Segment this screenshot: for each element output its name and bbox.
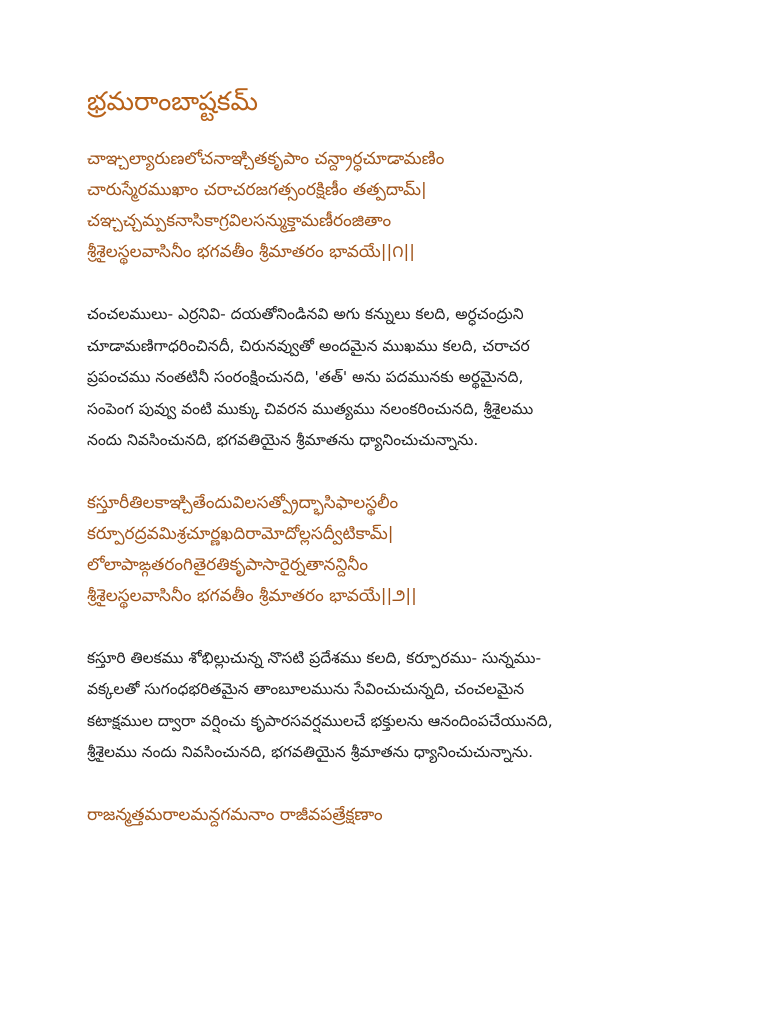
verse-2	[87, 488, 687, 612]
meaning-line: శ్రీశైలము నందు నివసించునది, భగవతియైన శ్రీమాతను ధ్యానించుచున్నాను.	[87, 743, 534, 761]
meaning-1	[87, 299, 687, 457]
meaning-line: చంచలములు- ఎర్రనివి- దయతోనిండినవి అగు కన్నులు కలది, అర్ధచంద్రుని	[87, 305, 524, 323]
verse-line: కస్తూరీతిలకాఞ్చితేందువిలసత్ప్రోద్భాసిఫాలస్థలీం	[87, 492, 399, 513]
verse-3	[87, 800, 687, 831]
meaning-line: నందు నివసించునది, భగవతియైన శ్రీమాతను ధ్యానించుచున్నాను.	[87, 431, 479, 449]
verse-line: శ్రీశైలస్థలవాసినీం భగవతీం శ్రీమాతరం భావయే||౧||	[87, 242, 415, 262]
verse-line: చఞ్చచ్చమ్పకనాసికాగ్రవిలసన్ముక్తామణీరంజితాం	[87, 211, 392, 231]
meaning-line: ప్రపంచము నంతటినీ సంరంక్షించునది, 'తత్' అను పదమునకు అర్థమైనది,	[87, 368, 524, 386]
verse-line: రాజన్మత్తమరాలమన్దగమనాం రాజీవపత్రేక్షణాం	[87, 804, 383, 825]
verse-line: చాఞ్చల్యారుణలోచనాఞ్చితకృపాం చన్ద్రార్ధచూడామణిం	[87, 149, 445, 169]
verse-line: చారుస్మేరముఖాం చరాచరజగత్సంరక్షిణీం తత్పదామ్|	[87, 180, 427, 200]
meaning-line: కస్తూరి తిలకము శోభిల్లుచున్న నొసటి ప్రదేశము కలది, కర్పూరము- సున్నము-	[87, 648, 542, 667]
meaning-line: చూడామణిగాధరించినదీ, చిరునవ్వుతో అందమైన ముఖము కలది, చరాచర	[87, 336, 530, 355]
page-title: భ్రమరాంబాష్టకమ్	[87, 87, 258, 117]
verse-line: లోలాపాఙ్గతరంగితైరతికృపాసారైర్నతానన్దినీం	[87, 554, 368, 575]
meaning-line: వక్కలతో సుగంధభరితమైన తాంబూలమును సేవించుచున్నది, చంచలమైన	[87, 680, 525, 698]
verse-line: కర్పూరద్రవమిశ్రచూర్ణఖదిరామోదోల్లసద్వీటికామ్|	[87, 523, 394, 544]
meaning-2	[87, 643, 687, 769]
verse-line: శ్రీశైలస్థలవాసినీం భగవతీం శ్రీమాతరం భావయే||౨||	[87, 585, 417, 606]
meaning-line: సంపెంగ పువ్వు వంటి ముక్కు చివరన ముత్యము నలంకరించునది, శ్రీశైలము	[87, 399, 534, 418]
meaning-line: కటాక్షముల ద్వారా వర్షించు కృపారసవర్షములచే భక్తులను ఆనందింపచేయునది,	[87, 711, 553, 730]
verse-1	[87, 144, 687, 268]
document-page	[87, 82, 687, 862]
